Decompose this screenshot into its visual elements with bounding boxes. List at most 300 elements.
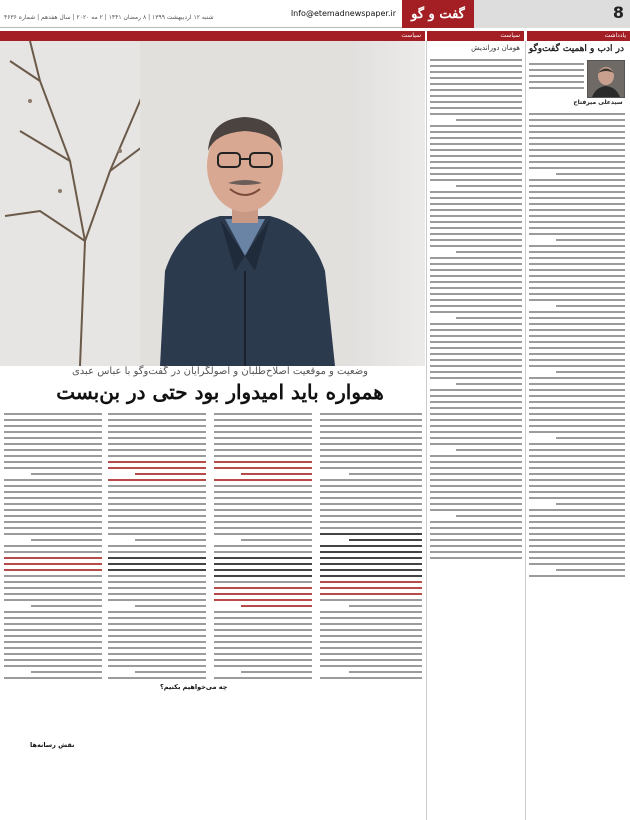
text-line [349,539,422,541]
text-line [320,431,422,433]
text-line [108,449,206,451]
text-line [4,599,102,601]
text-line [31,671,102,673]
text-line [529,167,625,169]
text-line [430,275,522,277]
text-line [214,653,312,655]
text-line [214,617,312,619]
text-line [430,329,522,331]
text-line [108,425,206,427]
text-line [108,455,206,457]
text-line [320,437,422,439]
article-column-1 [320,410,422,815]
text-line [430,89,522,91]
text-line [430,551,522,553]
text-line [529,281,625,283]
text-line [529,299,625,301]
text-line [556,239,625,241]
issue-meta: شنبه ۱۲ اردیبهشت ۱۳۹۹ | ۸ رمضان ۱۴۴۱ | ۲ مه ۲۰۲۰ | سال هفدهم | شماره ۴۶۳۶ [4,14,214,21]
text-line [4,509,102,511]
text-line [529,155,625,157]
text-line [4,461,102,463]
text-line [529,425,625,427]
text-line [529,263,625,265]
text-line [529,81,584,83]
text-line [320,497,422,499]
text-line [529,75,584,77]
text-line [108,527,206,529]
text-line [430,527,522,529]
text-line [4,563,102,565]
text-line [320,575,422,577]
text-line [456,251,522,253]
text-line [320,521,422,523]
text-line [4,503,102,505]
text-line [430,245,522,247]
text-line [135,605,206,607]
text-line [529,215,625,217]
text-line [214,587,312,589]
text-line [529,245,625,247]
text-line [529,191,625,193]
text-line [430,485,522,487]
text-line [214,497,312,499]
text-line [108,413,206,415]
text-line [430,413,522,415]
text-line [430,509,522,511]
text-line [214,515,312,517]
text-line [320,653,422,655]
text-line [529,527,625,529]
text-line [320,509,422,511]
text-line [529,491,625,493]
subhead-media-role: نقش رسانه‌ها [30,741,75,749]
text-line [108,599,206,601]
article-byline: هومان دوراندیش [471,44,520,52]
text-line [214,641,312,643]
text-line [529,113,625,115]
text-line [108,545,206,547]
text-line [430,311,522,313]
text-line [320,449,422,451]
text-line [529,539,625,541]
text-line [108,635,206,637]
text-line [108,443,206,445]
text-line [214,443,312,445]
text-line [4,419,102,421]
text-line [430,497,522,499]
text-line [214,551,312,553]
text-line [108,563,206,565]
column-rule [426,41,427,820]
text-line [430,101,522,103]
text-line [430,377,522,379]
text-line [529,557,625,559]
text-line [430,287,522,289]
note-author: سیدعلی میرفتاح [573,99,623,106]
text-line [108,467,206,469]
text-line [430,347,522,349]
text-line [456,119,522,121]
text-line [430,107,522,109]
text-line [430,173,522,175]
text-line [349,671,422,673]
text-line [108,503,206,505]
text-line [430,83,522,85]
text-line [320,641,422,643]
text-line [320,635,422,637]
text-line [529,431,625,433]
text-line [4,485,102,487]
text-line [31,539,102,541]
text-line [529,149,625,151]
text-line [320,563,422,565]
text-line [320,599,422,601]
text-line [4,581,102,583]
subhead-what-to-do: چه می‌خواهیم بکنیم؟ [160,683,228,691]
text-line [4,521,102,523]
text-line [135,473,206,475]
text-line [4,647,102,649]
text-line [214,527,312,529]
text-line [31,473,102,475]
text-line [529,515,625,517]
text-line [556,371,625,373]
text-line [320,413,422,415]
text-line [214,467,312,469]
text-line [529,203,625,205]
text-line [214,509,312,511]
text-line [430,545,522,547]
text-line [430,491,522,493]
text-line [214,665,312,667]
text-line [214,419,312,421]
category-politics-left: سیاست [0,31,425,41]
text-line [320,581,422,583]
text-line [529,419,625,421]
text-line [4,533,102,535]
text-line [4,659,102,661]
text-line [430,197,522,199]
text-line [430,239,522,241]
text-line [430,215,522,217]
text-line [529,467,625,469]
text-line [4,449,102,451]
text-line [529,185,625,187]
text-line [241,539,312,541]
text-line [320,593,422,595]
text-line [529,509,625,511]
text-line [320,545,422,547]
text-line [214,659,312,661]
text-line [31,605,102,607]
text-line [320,515,422,517]
text-line [320,503,422,505]
text-line [108,485,206,487]
text-line [108,659,206,661]
text-line [108,521,206,523]
text-line [214,449,312,451]
text-line [430,443,522,445]
text-line [108,509,206,511]
text-line [108,623,206,625]
text-line [214,635,312,637]
text-line [529,353,625,355]
text-line [430,125,522,127]
text-line [214,599,312,601]
text-line [529,335,625,337]
text-line [529,449,625,451]
text-line [320,623,422,625]
text-line [529,485,625,487]
text-line [430,365,522,367]
text-line [430,65,522,67]
author-photo [587,60,625,98]
text-line [135,539,206,541]
text-line [529,257,625,259]
text-line [430,257,522,259]
text-line [214,413,312,415]
text-line [214,521,312,523]
article-headline: همواره باید امیدوار بود حتی در بن‌بست [56,380,384,404]
text-line [556,173,625,175]
text-line [430,467,522,469]
text-line [456,383,522,385]
text-line [529,197,625,199]
text-line [456,185,522,187]
text-line [320,647,422,649]
text-line [430,461,522,463]
category-note: یادداشت [527,31,630,41]
text-line [4,545,102,547]
text-line [108,569,206,571]
text-line [320,569,422,571]
text-line [430,179,522,181]
text-line [529,311,625,313]
text-line [320,677,422,679]
text-line [430,419,522,421]
newspaper-email[interactable]: Info@etemadnewspaper.ir [290,9,396,18]
text-line [430,233,522,235]
text-line [320,551,422,553]
text-line [320,611,422,613]
text-line [214,581,312,583]
text-line [529,275,625,277]
text-line [529,137,625,139]
text-line [529,521,625,523]
text-line [108,665,206,667]
text-line [430,335,522,337]
text-line [430,263,522,265]
text-line [214,485,312,487]
text-line [556,503,625,505]
text-line [349,473,422,475]
text-line [4,635,102,637]
text-line [529,287,625,289]
text-line [430,149,522,151]
text-line [320,557,422,559]
text-line [529,179,625,181]
text-line [529,359,625,361]
text-line [430,341,522,343]
text-line [430,269,522,271]
text-line [214,623,312,625]
text-line [214,569,312,571]
text-line [108,479,206,481]
text-line [4,677,102,679]
column-rule [525,41,526,820]
text-line [4,491,102,493]
text-line [529,131,625,133]
text-line [320,419,422,421]
text-line [108,629,206,631]
text-line [529,317,625,319]
text-line [430,305,522,307]
text-line [529,341,625,343]
text-line [4,569,102,571]
text-line [456,449,522,451]
text-line [214,425,312,427]
text-line [4,527,102,529]
text-line [214,545,312,547]
text-line [108,491,206,493]
text-line [430,437,522,439]
text-line [529,329,625,331]
text-line [108,551,206,553]
text-line [529,395,625,397]
text-line [4,455,102,457]
text-line [430,281,522,283]
text-line [108,461,206,463]
text-line [108,515,206,517]
note-title: در ادب و اهمیت گفت‌وگو [528,44,624,54]
text-line [430,221,522,223]
text-line [4,617,102,619]
text-line [529,125,625,127]
text-line [4,431,102,433]
text-line [214,611,312,613]
text-line [430,299,522,301]
text-line [430,389,522,391]
text-line [529,497,625,499]
text-line [529,293,625,295]
text-line [430,77,522,79]
text-line [529,545,625,547]
text-line [214,491,312,493]
text-line [320,665,422,667]
section-title: گفت و گو [402,0,474,28]
text-line [108,431,206,433]
text-line [430,371,522,373]
text-line [108,593,206,595]
text-line [430,113,522,115]
text-line [4,497,102,499]
text-line [430,209,522,211]
text-line [320,527,422,529]
text-line [108,617,206,619]
text-line [4,515,102,517]
text-line [4,443,102,445]
text-line [241,605,312,607]
text-line [430,227,522,229]
text-line [529,143,625,145]
text-line [430,161,522,163]
text-line [320,455,422,457]
text-line [430,137,522,139]
text-line [4,551,102,553]
text-line [456,515,522,517]
text-line [108,437,206,439]
article-kicker: وضعیت و موقعیت اصلاح‌طلبان و اصولگرایان در گفت‌وگو با عباس عبدی [71,366,369,377]
text-line [430,191,522,193]
page-header [0,0,630,28]
text-line [320,461,422,463]
text-line [320,617,422,619]
text-line [214,629,312,631]
text-line [529,563,625,565]
text-line [4,413,102,415]
text-line [4,425,102,427]
page-number-box [474,0,630,28]
text-line [430,503,522,505]
text-line [529,473,625,475]
text-line [430,455,522,457]
text-line [430,203,522,205]
text-line [529,269,625,271]
text-line [4,557,102,559]
text-line [529,479,625,481]
article-column-3 [108,410,206,815]
text-line [108,419,206,421]
page-number: 8 [612,3,624,22]
text-line [214,503,312,505]
text-line [529,69,584,71]
text-line [108,581,206,583]
text-line [214,479,312,481]
text-line [4,587,102,589]
text-line [4,665,102,667]
text-line [108,653,206,655]
text-line [430,131,522,133]
text-line [556,437,625,439]
text-line [241,473,312,475]
text-line [4,479,102,481]
text-line [556,569,625,571]
text-line [4,437,102,439]
text-line [4,467,102,469]
text-line [529,161,625,163]
text-line [320,479,422,481]
text-line [108,641,206,643]
text-line [214,677,312,679]
tree-branches-graphic [0,41,160,366]
text-line [529,119,625,121]
text-line [529,551,625,553]
text-line [556,305,625,307]
interview-photo [0,41,425,366]
text-line [320,587,422,589]
text-line [529,575,625,577]
text-line [430,71,522,73]
text-line [529,443,625,445]
article-column-4 [4,410,102,815]
text-line [430,353,522,355]
article-column-2 [214,410,312,815]
text-line [529,87,584,89]
text-line [214,593,312,595]
text-line [529,347,625,349]
text-line [529,227,625,229]
